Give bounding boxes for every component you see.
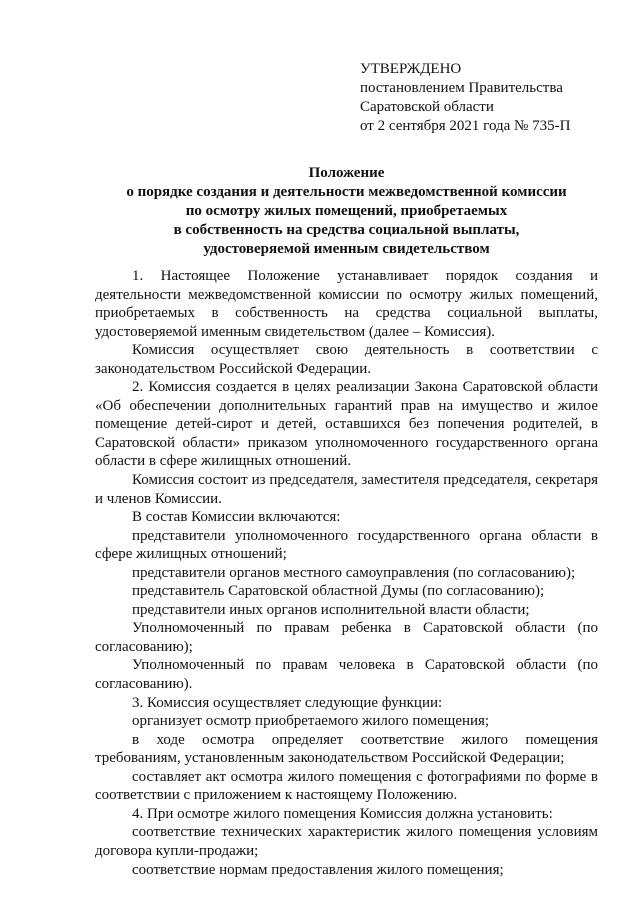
paragraph-14: в ходе осмотра определяет соответствие жилого помещения требованиям, установленным законодательством Российской Федерации; <box>95 731 598 767</box>
approval-region: Саратовской области <box>360 99 494 115</box>
paragraph-12: 3. Комиссия осуществляет следующие функции: <box>132 694 443 711</box>
paragraph-9: представители иных органов исполнительной власти области; <box>132 601 530 618</box>
paragraph-1: 1. Настоящее Положение устанавливает порядок создания и деятельности межведомственной комиссии по осмотру жилых помещений, приобретаемых в собственность на средства социальной выплаты, удостоверяемой именным свидетельством (далее – Комиссия). <box>95 268 598 340</box>
paragraph-11: Уполномоченный по правам человека в Саратовской области (по согласованию). <box>95 657 598 693</box>
paragraph-18: соответствие нормам предоставления жилого помещения; <box>132 861 504 878</box>
paragraph-5: В состав Комиссии включаются: <box>132 509 341 526</box>
approval-date-number: от 2 сентября 2021 года № 735-П <box>360 118 571 134</box>
approval-stamp <box>360 60 570 136</box>
document-body <box>95 267 598 879</box>
document-heading <box>95 164 598 259</box>
approval-issuer: постановлением Правительства <box>360 80 563 96</box>
approval-title: УТВЕРЖДЕНО <box>360 61 462 77</box>
heading-line: по осмотру жилых помещений, приобретаемых <box>185 203 508 219</box>
paragraph-16: 4. При осмотре жилого помещения Комиссия должна установить: <box>132 805 553 822</box>
paragraph-3: 2. Комиссия создается в целях реализации Закона Саратовской области «Об обеспечении дополнительных гарантий прав на имущество и жилое помещение детей-сирот и детей, оставшихся без попечения родителей, в Саратовской области» приказом уполномоченного государственного органа области в сфере жилищных отношений. <box>95 379 598 470</box>
heading-line: в собственность на средства социальной выплаты, <box>173 222 520 238</box>
heading-line: о порядке создания и деятельности межведомственной комиссии <box>126 184 567 200</box>
paragraph-15: составляет акт осмотра жилого помещения с фотографиями по форме в соответствии с приложением к настоящему Положению. <box>95 768 598 804</box>
heading-line: удостоверяемой именным свидетельством <box>203 241 490 257</box>
paragraph-2: Комиссия осуществляет свою деятельность в соответствии с законодательством Российской Федерации. <box>95 342 598 377</box>
paragraph-8: представитель Саратовской областной Думы (по согласованию); <box>132 583 545 600</box>
paragraph-6: представители уполномоченного государственного органа области в сфере жилищных отношений; <box>95 527 598 563</box>
paragraph-10: Уполномоченный по правам ребенка в Саратовской области (по согласованию); <box>95 620 598 655</box>
heading-title: Положение <box>308 165 385 181</box>
paragraph-7: представители органов местного самоуправления (по согласованию); <box>132 564 576 581</box>
paragraph-13: организует осмотр приобретаемого жилого помещения; <box>132 713 490 730</box>
paragraph-17: соответствие технических характеристик жилого помещения условиям договора купли-продажи; <box>95 824 598 859</box>
paragraph-4: Комиссия состоит из председателя, заместителя председателя, секретаря и членов Комиссии. <box>95 472 598 507</box>
